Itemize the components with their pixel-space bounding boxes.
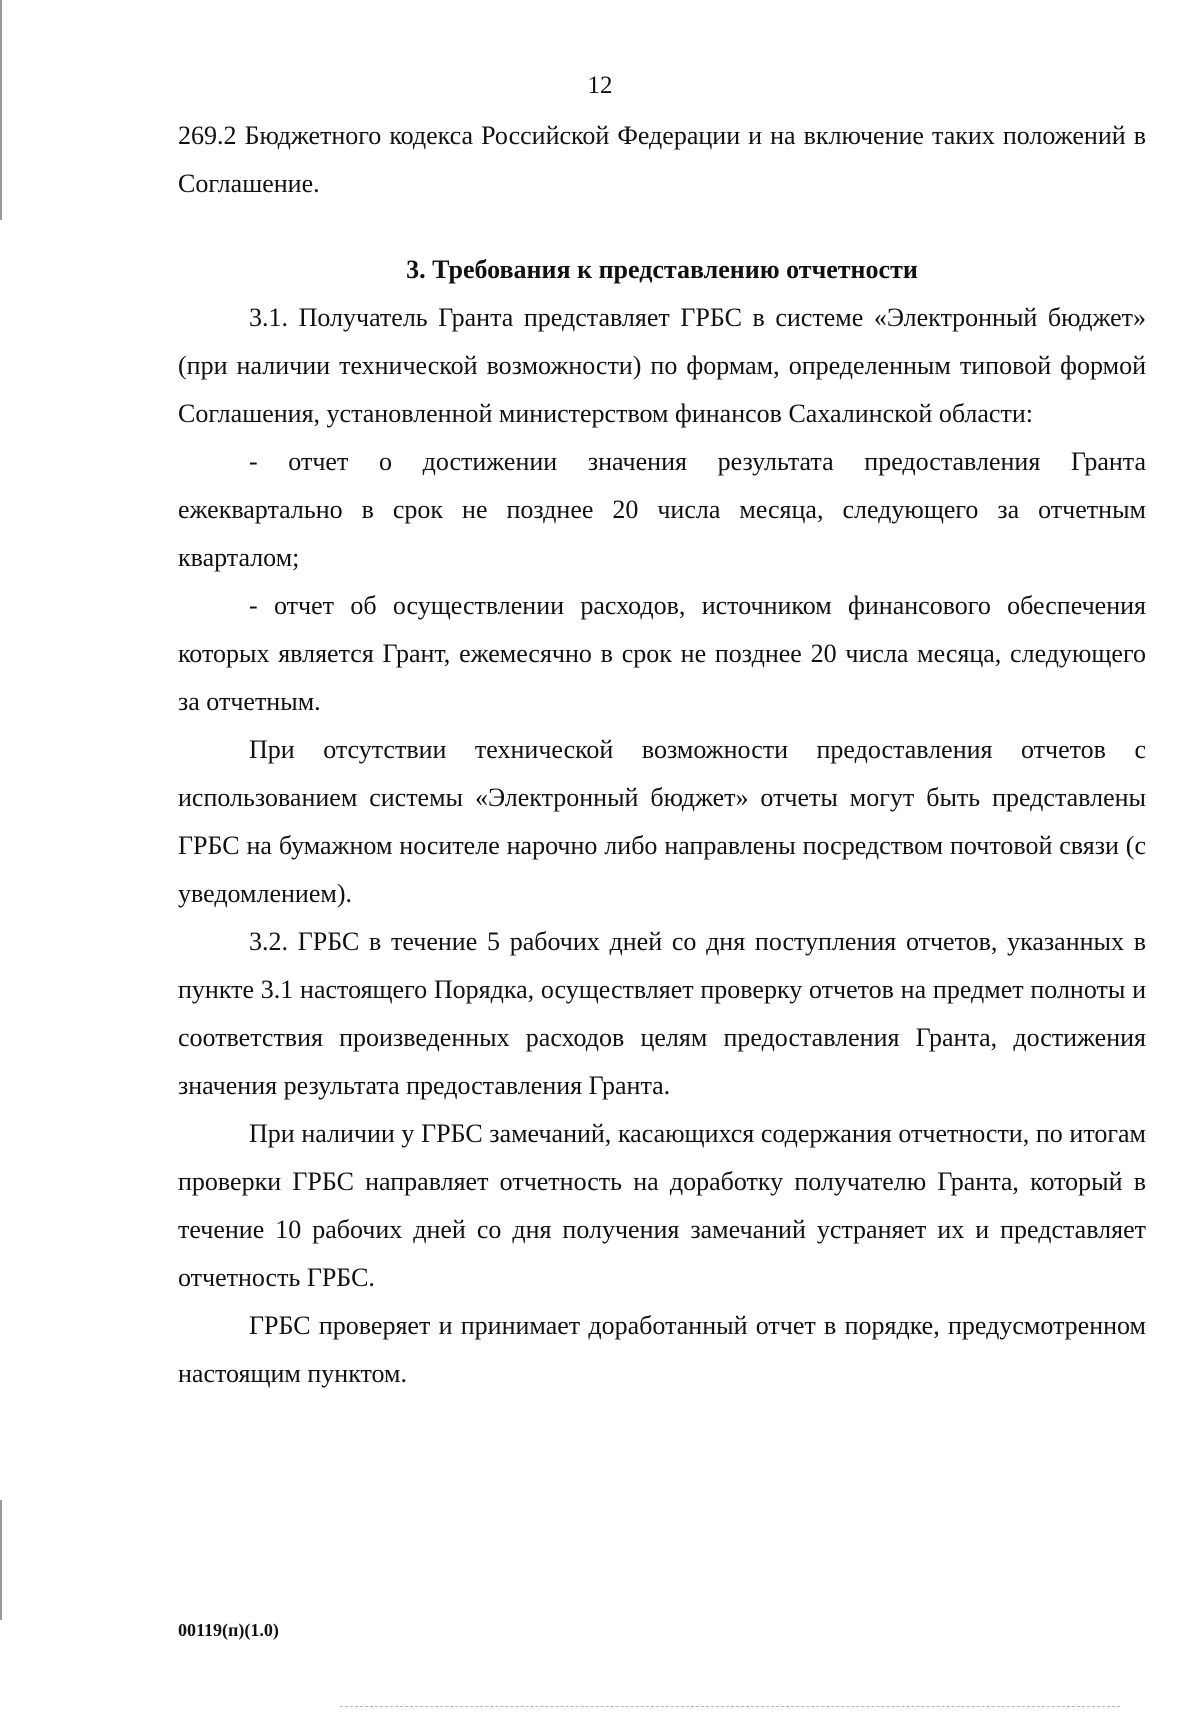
- bottom-scan-rule: [340, 1706, 1120, 1708]
- footer-document-code: 00119(п)(1.0): [178, 1620, 279, 1640]
- document-body: [178, 112, 1146, 1398]
- scan-edge-mark: [0, 0, 2, 220]
- paragraph-paper-submission: При отсутствии технической возможности предоставления отчетов с использованием системы «Электронный бюджет» отчеты могут быть представлены ГРБС на бумажном носителе нарочно либо направлены посредством почтовой связи (с уведомлением).: [178, 735, 1146, 908]
- page-number: 12: [587, 72, 613, 99]
- paragraph-3-1: 3.1. Получатель Гранта представляет ГРБС в системе «Электронный бюджет» (при наличии технической возможности) по формам, определенным типовой формой Соглашения, установленной министерством финансов Сахалинской области:: [178, 303, 1146, 428]
- section-heading: 3. Требования к представлению отчетности: [406, 255, 918, 284]
- continuation-paragraph: 269.2 Бюджетного кодекса Российской Федерации и на включение таких положений в Соглашение.: [178, 121, 1146, 198]
- paragraph-remarks: При наличии у ГРБС замечаний, касающихся содержания отчетности, по итогам проверки ГРБС направляет отчетность на доработку получателю Гранта, который в течение 10 рабочих дней со дня получения замечаний устраняет их и представляет отчетность ГРБС.: [178, 1119, 1146, 1292]
- paragraph-3-2: 3.2. ГРБС в течение 5 рабочих дней со дня поступления отчетов, указанных в пункте 3.1 настоящего Порядка, осуществляет проверку отчетов на предмет полноты и соответствия произведенных расходов целям предоставления Гранта, достижения значения результата предоставления Гранта.: [178, 927, 1146, 1100]
- paragraph-acceptance: ГРБС проверяет и принимает доработанный отчет в порядке, предусмотренном настоящим пунктом.: [178, 1311, 1146, 1388]
- scan-edge-mark-lower: [0, 1500, 2, 1620]
- list-item-quarterly-report: - отчет о достижении значения результата предоставления Гранта ежеквартально в срок не позднее 20 числа месяца, следующего за отчетным кварталом;: [178, 447, 1146, 572]
- list-item-monthly-report: - отчет об осуществлении расходов, источником финансового обеспечения которых является Грант, ежемесячно в срок не позднее 20 числа месяца, следующего за отчетным.: [178, 591, 1146, 716]
